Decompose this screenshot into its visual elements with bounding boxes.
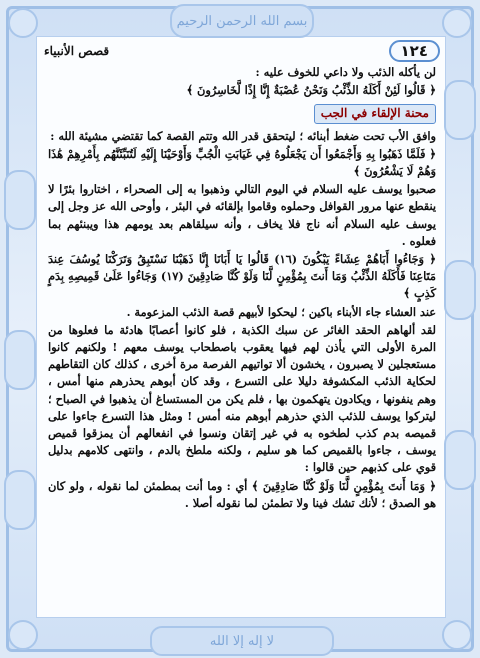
- corner-ornament: [8, 620, 38, 650]
- paragraph: لقد ألهاهم الحقد الغائر عن سبك الكذبة ، فلو كانوا أعصابًا هادئة ما فعلوها من المرة الأولى التي يأذن لهم فيها يعقوب باصطحاب يوسف معهم ! ولكنهم كانوا مستعجلين لا يصبرون ، يخشون ألا تواتيهم الفرصة مرة أخرى ، كذلك كان التقاطهم لحكاية الذئب المكشوفة دليلا على التسرع ، وقد كان أبوهم يحذرهم منها أمس ، وهم ينفونها ، ويكادون يتهكمون بها ، فلم يكن من المستساغ أن يذهبوا في الصباح ؛ ليتركوا يوسف للذئب الذي حذرهم أبوهم منه أمس ! ومثل هذا التسرع جاءوا على قميصه بدم كذب لطخوه به في غير إتقان ونسوا في انفعالهم أن يمزقوا قميص يوسف ، جاءوا بالقميص كما هو سليم ، ولكنه ملطخ بالدم ، وانتهى كلامهم بدليل قوي على كذبهم حين قالوا :: [48, 322, 436, 475]
- page-content: [48, 64, 436, 513]
- quran-verse: ﴿ فَلَمَّا ذَهَبُوا بِهِ وَأَجْمَعُوا أَن يَجْعَلُوهُ فِي غَيَابَتِ الْجُبِّ وَأَوْحَيْنَا إِلَيْهِ لَتُنَبِّئَنَّهُم بِأَمْرِهِمْ هَٰذَا وَهُمْ لَا يَشْعُرُونَ ﴾: [48, 146, 436, 179]
- section-title: محنة الإلقاء في الجب: [314, 104, 436, 123]
- side-ornament: [444, 430, 476, 490]
- corner-ornament: [8, 8, 38, 38]
- book-title: قصص الأنبياء: [44, 44, 110, 58]
- corner-ornament: [442, 8, 472, 38]
- side-ornament: [4, 330, 36, 390]
- side-ornament: [4, 470, 36, 530]
- quran-verse: ﴿ وَجَاءُوا أَبَاهُمْ عِشَاءً يَبْكُونَ (١٦) قَالُوا يَا أَبَانَا إِنَّا ذَهَبْنَا نَسْتَبِقُ وَتَرَكْنَا يُوسُفَ عِندَ مَتَاعِنَا فَأَكَلَهُ الذِّئْبُ وَمَا أَنتَ بِمُؤْمِنٍ لَّنَا وَلَوْ كُنَّا صَادِقِينَ (١٧) وَجَاءُوا عَلَىٰ قَمِيصِهِ بِدَمٍ كَذِبٍ ﴾: [48, 252, 436, 301]
- paragraph: ﴿ وَمَا أَنتَ بِمُؤْمِنٍ لَّنَا وَلَوْ كُنَّا صَادِقِينَ ﴾ أي : وما أنت بمطمئن لما نقوله ، ولو كان هو الصدق ؛ لأنك تشك فينا ولا تطمئن لما نقوله أصلا .: [48, 478, 436, 510]
- quran-verse: ﴿ قَالُوا لَئِنْ أَكَلَهُ الذِّئْبُ وَنَحْنُ عُصْبَةٌ إِنَّا إِذًا لَّخَاسِرُونَ ﴾: [186, 83, 436, 98]
- paragraph: صحبوا يوسف عليه السلام في اليوم التالي وذهبوا به إلى الصحراء ، اختاروا بئرًا لا ينقطع عنها مرور القوافل وحملوه وقاموا بإلقائه في البئر ، وأوحى الله عز وجل إلى يوسف عليه السلام أنه ناج فلا يخاف ، وأنه سيلقاهم بعد يومهم هذا ويبنئهم بما فعلوه .: [48, 182, 436, 248]
- page-number: ١٢٤: [389, 40, 440, 62]
- paragraph: وافق الأب تحت ضغط أبنائه ؛ ليتحقق قدر الله وتتم القصة كما تقتضي مشيئة الله :: [50, 128, 436, 143]
- side-ornament: [444, 260, 476, 320]
- paragraph: لن يأكله الذئب ولا داعي للخوف عليه :: [255, 65, 436, 79]
- page-header: [44, 38, 440, 64]
- corner-ornament: [442, 620, 472, 650]
- side-ornament: [444, 80, 476, 140]
- side-ornament: [4, 170, 36, 230]
- top-calligraphy-banner: بسم الله الرحمن الرحيم: [170, 4, 314, 38]
- paragraph: عند العشاء جاء الأبناء باكين ؛ ليحكوا لأبيهم قصة الذئب المزعومة .: [126, 304, 436, 319]
- bottom-calligraphy-banner: لا إله إلا الله: [150, 626, 334, 656]
